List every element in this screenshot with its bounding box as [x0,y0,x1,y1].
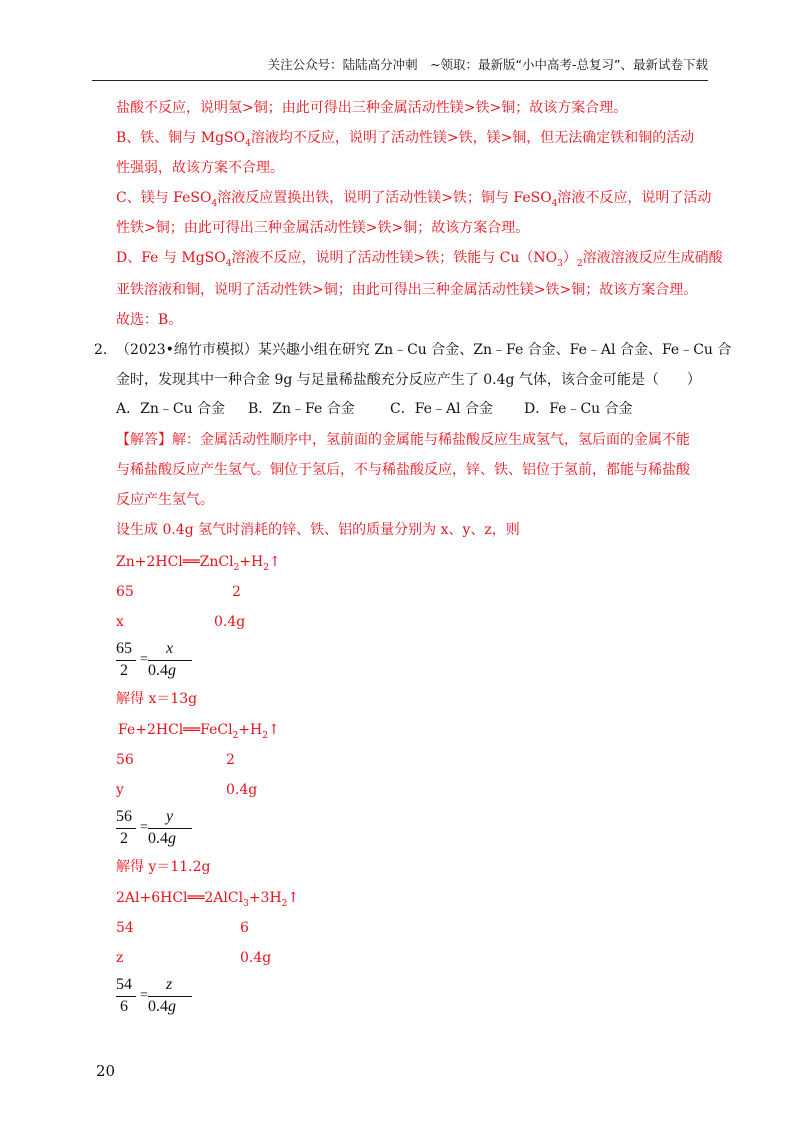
q1-line1: 盐酸不反应，说明氢>铜；由此可得出三种金属活动性镁>铁>铜；故该方案合理。 [116,100,628,116]
q2-option-a: A．Zn﹣Cu 合金 [116,401,226,417]
al-mass-2: 6 [240,920,249,936]
fe-mass-2: 2 [226,752,235,768]
q2-option-b: B．Zn﹣Fe 合金 [248,401,355,417]
zn-mass-2: 2 [232,584,241,600]
q2-stem-line1: （2023•绵竹市模拟）某兴趣小组在研究 Zn﹣Cu 合金、Zn﹣Fe 合金、Fe﹣Al 合金、Fe﹣Cu 合 [116,342,732,358]
q1-option-d-line1: D、Fe 与 MgSO$_4$溶液不反应，说明了活动性镁>铁；铁能与 $Cu(NO_3)_2$溶液溶液反应生成硝酸 [116,250,723,269]
q2-option-d: D．Fe﹣Cu 合金 [524,401,633,417]
q2-answer-line2: 与稀盐酸反应产生氢气。铜位于氢后，不与稀盐酸反应，锌、铁、铝位于氢前，都能与稀盐酸 [116,462,690,478]
q1-option-d-line2: 亚铁溶液和铜，说明了活动性铁>铜；由此可得出三种金属活动性镁>铁>铜；故该方案合理。 [116,282,698,298]
q1-option-b-line1: B、铁、铜与 MgSO$_4$溶液均不反应，说明了活动性镁>铁，镁>铜，但无法确定铁和铜的活动 [116,130,695,149]
zn-val: 0.4g [214,614,246,630]
page-number: 20 [96,1062,116,1080]
q2-setup: 设生成 0.4g 氢气时消耗的锌、铁、铝的质量分别为 x、y、z，则 [116,522,520,538]
zn-result: 解得 x＝13g [116,691,198,707]
answer-tag: 【解答】 [116,432,172,448]
fe-equation: $Fe+2HCl══FeCl_2+H_2↑$ [118,722,280,741]
al-mass-1: 54 [116,920,134,936]
al-var: z [116,950,124,966]
q1-choice: 故选：B。 [116,312,183,328]
q2-answer-line1: 【解答】解：金属活动性顺序中，氢前面的金属能与稀盐酸反应生成氢气，氢后面的金属不能 [116,432,690,448]
q2-option-c: C．Fe﹣Al 合金 [390,401,493,417]
zn-var: x [116,614,124,630]
al-val: 0.4g [240,950,272,966]
fe-result: 解得 y＝11.2g [116,859,211,875]
page-header: 关注公众号：陆陆高分冲刺 ~领取：最新版“小中高考-总复习”、最新试卷下载 [267,57,708,72]
zn-mass-1: 65 [116,584,134,600]
q2-number: 2． [94,342,117,358]
zn-equation: $Zn+2HCl══ZnCl_2+H_2↑$ [116,554,281,573]
fe-var: y [116,782,124,798]
q1-option-c-line2: 性铁>铜；由此可得出三种金属活动性镁>铁>铜；故该方案合理。 [116,220,530,236]
fe-mass-1: 56 [116,752,134,768]
header-rule [92,80,708,81]
q2-answer-line3: 反应产生氢气。 [116,492,214,508]
al-equation: $2Al+6HCl══2AlCl_3+3H_2↑$ [116,890,300,909]
q2-stem-line2: 金时，发现其中一种合金 9g 与足量稀盐酸充分反应产生了 0.4g 气体，该合金可能是（ ） [116,372,701,388]
q1-option-c-line1: C、镁与 FeSO$_4$溶液反应置换出铁，说明了活动性镁>铁；铜与 FeSO$_4$溶液不反应，说明了活动 [116,190,712,209]
fe-val: 0.4g [226,782,258,798]
q1-option-b-line2: 性强弱，故该方案不合理。 [116,160,284,176]
